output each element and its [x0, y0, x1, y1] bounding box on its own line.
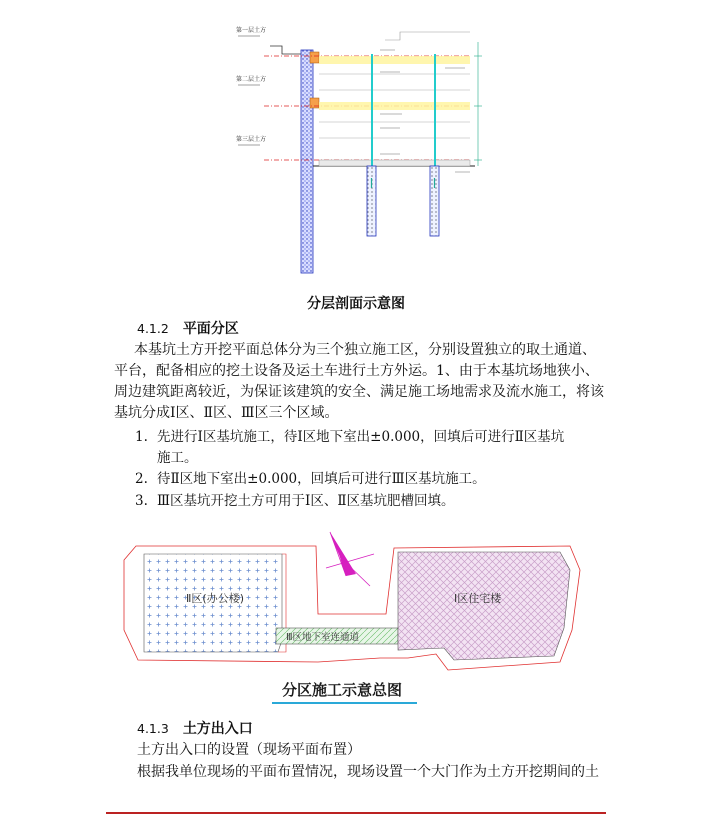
paragraph-line: 基坑分成Ⅰ区、Ⅱ区、Ⅲ区三个区域。 [114, 405, 339, 421]
plan-caption-text: 分区施工示意总图 [281, 681, 402, 699]
paragraph-line: 周边建筑距离较近，为保证该建筑的安全、满足施工场地需求及流水施工，将该 [114, 384, 604, 400]
list-item [135, 469, 486, 490]
zoning-paragraph [114, 340, 614, 424]
list-number: 3. [135, 493, 148, 509]
heading-412-title: 平面分区 [182, 321, 239, 337]
layer-label-2: 第二层土方 [236, 76, 267, 83]
list-item [135, 427, 564, 448]
zone-iii-label: Ⅲ区地下室连通道 [286, 632, 360, 643]
plan-caption-underline [272, 702, 417, 704]
heading-413 [137, 718, 253, 738]
list-number: 1. [135, 429, 148, 445]
layer-label-3: 第三层土方 [236, 136, 267, 143]
heading-412-number: 4.1.2 [137, 321, 169, 336]
list-item-continuation: 施工。 [157, 450, 198, 466]
list-text: 待Ⅱ区地下室出±0.000，回填后可进行Ⅲ区基坑施工。 [157, 471, 486, 487]
list-text: 先进行Ⅰ区基坑施工，待Ⅰ区地下室出±0.000，回填后可进行Ⅱ区基坑 [157, 429, 565, 445]
section-diagram [230, 10, 500, 278]
zone-ii-label: Ⅱ区(办公楼) [186, 592, 244, 605]
entrance-line-1: 土方出入口的设置（现场平面布置） [137, 742, 361, 758]
footer-rule [106, 812, 606, 814]
heading-413-title: 土方出入口 [182, 721, 253, 737]
paragraph-line: 平台，配备相应的挖土设备及运土车进行土方外运。1、由于本基坑场地狭小、 [114, 363, 599, 379]
list-item [135, 491, 455, 512]
zone-i-label: Ⅰ区住宅楼 [454, 592, 502, 605]
section-caption: 分层剖面示意图 [307, 296, 405, 312]
retaining-pile [301, 50, 313, 273]
list-text: Ⅲ区基坑开挖土方可用于Ⅰ区、Ⅱ区基坑肥槽回填。 [157, 493, 455, 509]
zone-i-area [398, 552, 570, 660]
heading-412 [137, 318, 239, 338]
heading-413-number: 4.1.3 [137, 721, 169, 736]
plan-caption [272, 677, 417, 707]
list-number: 2. [135, 471, 148, 487]
paragraph-line: 本基坑土方开挖平面总体分为三个独立施工区，分别设置独立的取土通道、 [134, 342, 596, 358]
entrance-line-2: 根据我单位现场的平面布置情况，现场设置一个大门作为土方开挖期间的土 [137, 764, 599, 780]
north-arrow-icon [326, 532, 374, 586]
layer-label-1: 第一层土方 [236, 27, 267, 34]
